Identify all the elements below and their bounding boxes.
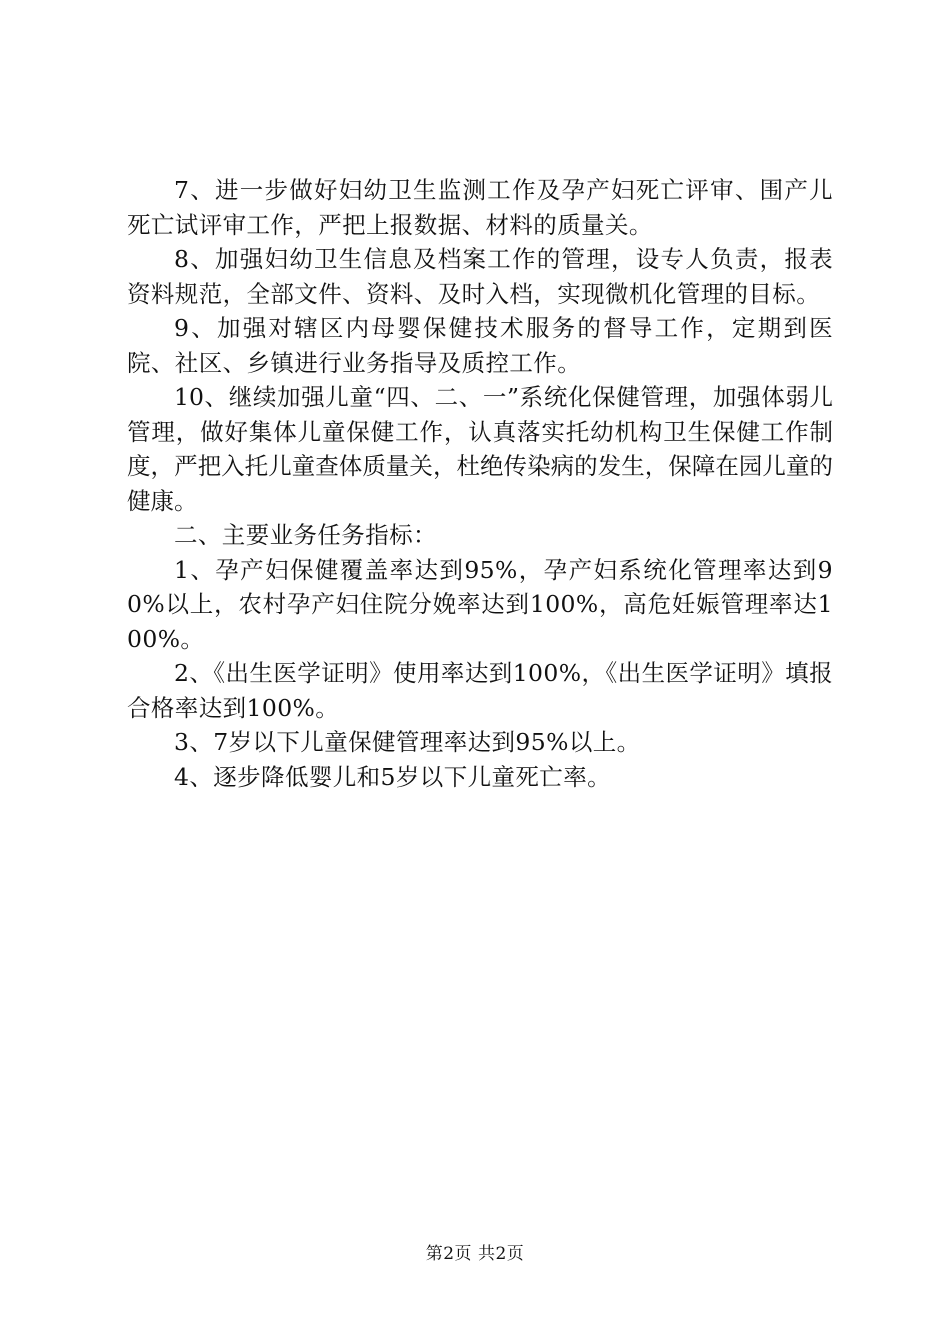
target-item-4: 4、逐步降低婴儿和5岁以下儿童死亡率。 <box>174 762 612 791</box>
target-item-1: 1、孕产妇保健覆盖率达到95%，孕产妇系统化管理率达到90%以上，农村孕产妇住院分娩率达到100%，高危妊娠管理率达100%。 <box>127 555 833 653</box>
section-heading-main-targets: 二、主要业务任务指标： <box>174 521 437 549</box>
paragraph-item-10: 10、继续加强儿童“四、二、一”系统化保健管理，加强体弱儿管理，做好集体儿童保健工作，认真落实托幼机构卫生保健工作制度，严把入托儿童查体质量关，杜绝传染病的发生，保障在园儿童的健康。 <box>127 383 833 515</box>
document-body <box>127 173 833 794</box>
paragraph-item-8: 8、加强妇幼卫生信息及档案工作的管理，设专人负责，报表资料规范，全部文件、资料、及时入档，实现微机化管理的目标。 <box>127 245 833 308</box>
paragraph-item-9: 9、加强对辖区内母婴保健技术服务的督导工作，定期到医院、社区、乡镇进行业务指导及质控工作。 <box>127 314 833 377</box>
page-number-footer: 第2页 共2页 <box>425 1244 525 1264</box>
target-item-3: 3、7岁以下儿童保健管理率达到95%以上。 <box>174 728 641 756</box>
target-item-2: 2、《出生医学证明》使用率达到100%，《出生医学证明》填报合格率达到100%。 <box>127 659 833 722</box>
paragraph-item-7: 7、进一步做好妇幼卫生监测工作及孕产妇死亡评审、围产儿死亡试评审工作，严把上报数据、材料的质量关。 <box>127 176 833 239</box>
